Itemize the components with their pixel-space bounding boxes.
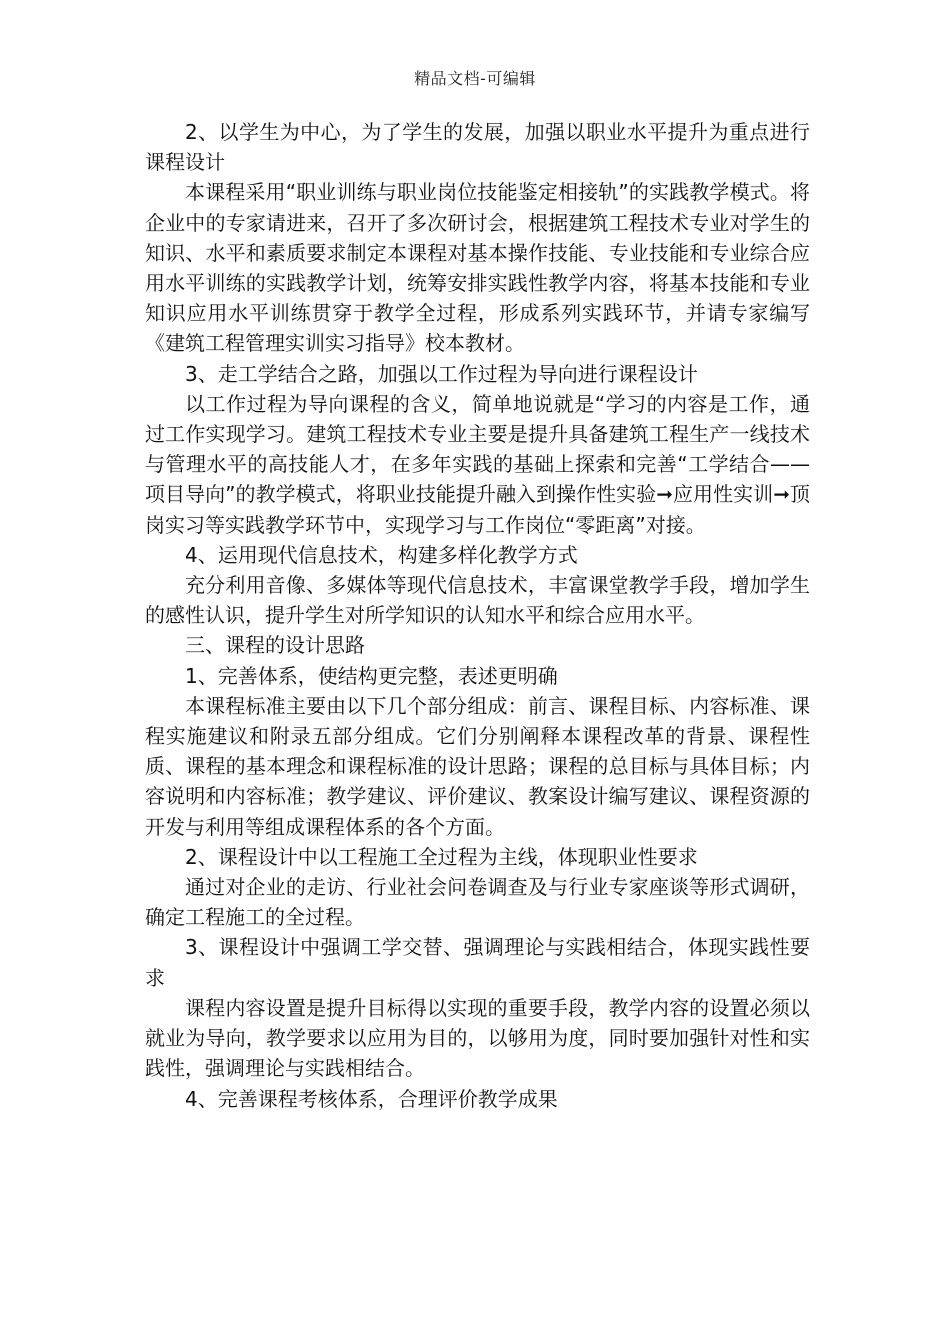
paragraph-heading-4: 4、运用现代信息技术，构建多样化教学方式 (185, 542, 578, 567)
paragraph: 通过对企业的走访、行业社会问卷调查及与行业专家座谈等形式调研，确定工程施工的全过程。 (145, 875, 810, 930)
paragraph: 本课程标准主要由以下几个部分组成：前言、课程目标、内容标准、课程实施建议和附录五部分组成。它们分别阐释本课程改革的背景、课程性质、课程的基本理念和课程标准的设计思路；课程的总目标与具体目标；内容说明和内容标准；教学建议、评价建议、教案设计编写建议、课程资源的开发与利用等组成课程体系的各个方面。 (145, 693, 810, 839)
document-body (145, 117, 810, 1114)
paragraph: 本课程采用“职业训练与职业岗位技能鉴定相接轨”的实践教学模式。将企业中的专家请进来，召开了多次研讨会，根据建筑工程技术专业对学生的知识、水平和素质要求制定本课程对基本操作技能、专业技能和专业综合应用水平训练的实践教学计划，统筹安排实践性教学内容，将基本技能和专业知识应用水平训练贯穿于教学全过程，形成系列实践环节，并请专家编写《建筑工程管理实训实习指导》校本教材。 (145, 180, 810, 356)
paragraph-heading-2b: 2、课程设计中以工程施工全过程为主线，体现职业性要求 (185, 844, 698, 869)
paragraph-heading-3b: 3、课程设计中强调工学交替、强调理论与实践相结合，体现实践性要求 (145, 935, 810, 990)
paragraph-heading-3: 3、走工学结合之路，加强以工作过程为导向进行课程设计 (185, 361, 698, 386)
paragraph: 以工作过程为导向课程的含义，简单地说就是“学习的内容是工作，通过工作实现学习。建筑工程技术专业主要是提升具备建筑工程生产一线技术与管理水平的高技能人才，在多年实践的基础上探索和完善“工学结合——项目导向”的教学模式，将职业技能提升融入到操作性实验➞应用性实训➞顶岗实习等实践教学环节中，实现学习与工作岗位“零距离”对接。 (145, 391, 810, 537)
section-heading: 三、课程的设计思路 (185, 633, 365, 658)
paragraph: 充分利用音像、多媒体等现代信息技术，丰富课堂教学手段，增加学生的感性认识，提升学生对所学知识的认知水平和综合应用水平。 (145, 573, 810, 628)
paragraph-heading-1: 1、完善体系，使结构更完整，表述更明确 (185, 663, 558, 688)
paragraph-heading-2: 2、以学生为中心，为了学生的发展，加强以职业水平提升为重点进行课程设计 (145, 120, 810, 175)
paragraph: 课程内容设置是提升目标得以实现的重要手段，教学内容的设置必须以就业为导向，教学要求以应用为目的，以够用为度，同时要加强针对性和实践性，强调理论与实践相结合。 (145, 995, 810, 1081)
paragraph-heading-4b: 4、完善课程考核体系，合理评价教学成果 (185, 1086, 558, 1111)
page-header: 精品文档-可编辑 (414, 69, 536, 88)
